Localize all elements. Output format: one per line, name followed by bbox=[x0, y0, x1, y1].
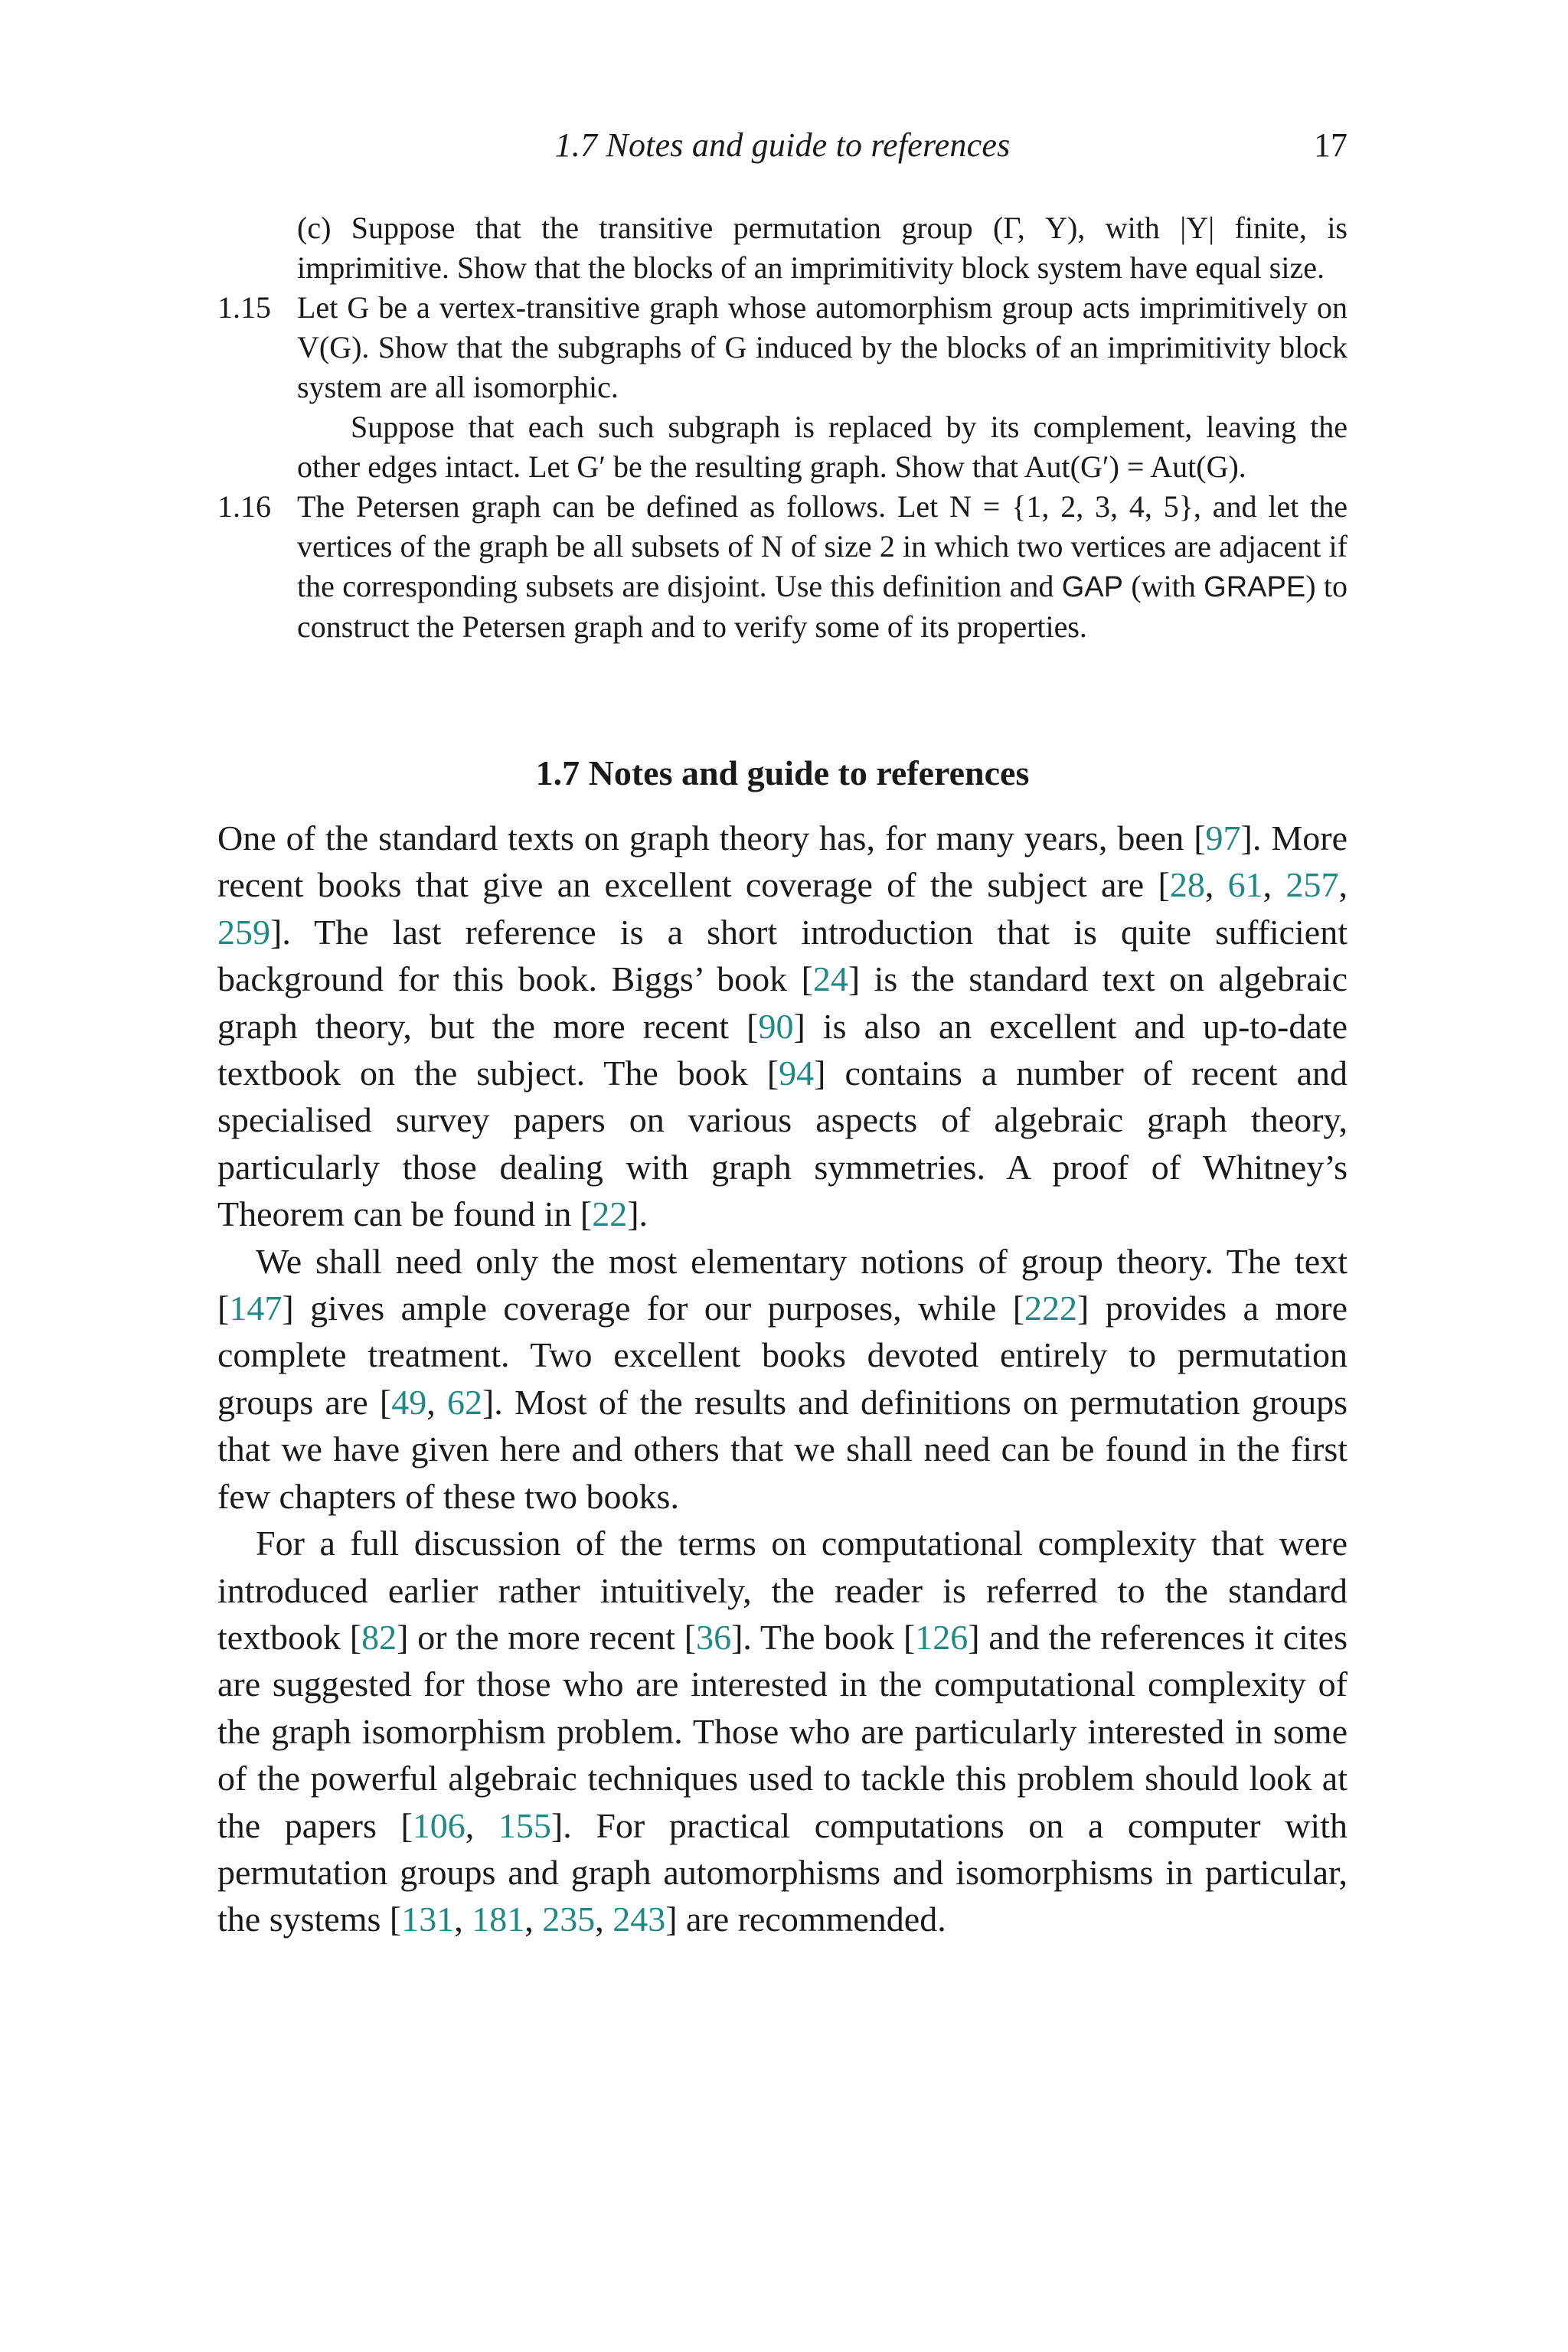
exercise-text: (with bbox=[1131, 569, 1196, 603]
citation-link[interactable]: 181 bbox=[472, 1900, 525, 1939]
exercise-part-c bbox=[217, 208, 1348, 288]
citation-link[interactable]: 94 bbox=[779, 1054, 815, 1093]
running-header bbox=[217, 122, 1348, 168]
body-paragraph bbox=[217, 1238, 1348, 1520]
citation-link[interactable]: 28 bbox=[1169, 865, 1205, 905]
body-text-run: ]. More recent books that give an excellent coverage of the subject are [ bbox=[217, 818, 1348, 905]
exercise-number: 1.16 bbox=[217, 489, 271, 524]
body-text-run: ] provides a more complete treatment. Two excellent books devoted entirely to permutation groups are [ bbox=[217, 1289, 1348, 1422]
body-text-run: For a full discussion of the terms on computational complexity that were introduced earlier rather intuitively, the reader is referred to the standard textbook [ bbox=[217, 1524, 1348, 1657]
citation-link[interactable]: 222 bbox=[1024, 1289, 1078, 1328]
citation-link[interactable]: 235 bbox=[542, 1900, 596, 1939]
exercise-paragraph bbox=[297, 487, 1348, 647]
citation-link[interactable]: 90 bbox=[758, 1006, 794, 1046]
exercise-text: The Petersen graph can be defined as follows. Let N = {1, 2, 3, 4, 5}, and let the vertices of the graph be all subsets of N of size 2 in which two vertices are adjacent if the corresponding subsets are disjoint. Use this definition and bbox=[297, 489, 1348, 603]
citation-link[interactable]: 126 bbox=[915, 1617, 969, 1657]
body-text-run: ] gives ample coverage for our purposes, while [ bbox=[282, 1289, 1025, 1328]
body-text-run: , bbox=[524, 1900, 543, 1939]
citation-link[interactable]: 97 bbox=[1205, 818, 1241, 858]
citation-link[interactable]: 82 bbox=[361, 1617, 397, 1657]
body-text-run: , bbox=[426, 1382, 447, 1422]
exercise-part-c-text: (c) Suppose that the transitive permutation group (Γ, Y), with |Y| finite, is imprimitive. Show that the blocks of an imprimitivity block system have equal size. bbox=[297, 211, 1348, 285]
exercise-text: ) to construct the Petersen graph and to verify some of its properties. bbox=[297, 569, 1348, 644]
body-text-run: ] are recommended. bbox=[665, 1900, 946, 1939]
page-number: 17 bbox=[1314, 126, 1348, 164]
exercise-paragraph: Suppose that each such subgraph is replaced by its complement, leaving the other edges intact. Let G′ be the resulting graph. Show that Aut(G′) = Aut(G). bbox=[297, 410, 1348, 484]
body-text-run: One of the standard texts on graph theory has, for many years, been [ bbox=[217, 818, 1206, 858]
body-text-run: ] contains a number of recent and specialised survey papers on various aspects of algebraic graph theory, particularly those dealing with graph symmetries. A proof of Whitney’s Theorem can be found in [ bbox=[217, 1054, 1348, 1234]
citation-link[interactable]: 106 bbox=[412, 1805, 466, 1845]
body-text-run: , bbox=[1263, 865, 1286, 905]
body-text-run: ]. bbox=[627, 1194, 648, 1234]
body-text-run: , bbox=[465, 1805, 498, 1845]
citation-link[interactable]: 259 bbox=[217, 912, 270, 952]
citation-link[interactable]: 147 bbox=[229, 1289, 283, 1328]
body-text-run: ]. Most of the results and definitions on permutation groups that we have given here and others that we shall need can be found in the first few chapters of these two books. bbox=[217, 1382, 1348, 1516]
body-text-run: , bbox=[595, 1900, 613, 1939]
citation-link[interactable]: 61 bbox=[1227, 865, 1263, 905]
citation-link[interactable]: 155 bbox=[498, 1805, 551, 1845]
body-text-run: ]. The last reference is a short introduction that is quite sufficient background for this book. Biggs’ book [ bbox=[217, 912, 1348, 999]
exercise-paragraph: Let G be a vertex-transitive graph whose automorphism group acts imprimitively on V(G). Show that the subgraphs of G induced by the blocks of an imprimitivity block system are all isomorphic. bbox=[297, 290, 1348, 404]
exercise-list bbox=[217, 208, 1348, 647]
citation-link[interactable]: 36 bbox=[696, 1617, 732, 1657]
citation-link[interactable]: 49 bbox=[391, 1382, 427, 1422]
body-paragraph bbox=[217, 1520, 1348, 1943]
body-text-run: , bbox=[454, 1900, 472, 1939]
section-heading: 1.7 Notes and guide to references bbox=[535, 753, 1030, 792]
citation-link[interactable]: 131 bbox=[401, 1900, 455, 1939]
citation-link[interactable]: 62 bbox=[446, 1382, 482, 1422]
body-text-run: , bbox=[1204, 865, 1228, 905]
body-text-run: ] is also an excellent and up-to-date textbook on the subject. The book [ bbox=[217, 1006, 1348, 1093]
body-text-run: ] or the more recent [ bbox=[397, 1617, 697, 1657]
body-paragraph bbox=[217, 815, 1348, 1238]
citation-link[interactable]: 243 bbox=[612, 1900, 666, 1939]
running-title: 1.7 Notes and guide to references bbox=[554, 126, 1011, 164]
exercise-1-15 bbox=[217, 288, 1348, 487]
citation-link[interactable]: 24 bbox=[812, 959, 848, 999]
body-text-run: We shall need only the most elementary notions of group theory. The text [ bbox=[217, 1241, 1348, 1328]
body-text-run: ]. The book [ bbox=[731, 1617, 916, 1657]
section-body bbox=[217, 815, 1348, 1943]
software-name-grape: GRAPE bbox=[1204, 571, 1306, 603]
software-name-gap: GAP bbox=[1061, 571, 1123, 603]
exercise-1-16 bbox=[217, 487, 1348, 647]
citation-link[interactable]: 22 bbox=[592, 1194, 628, 1234]
body-text-run: ] is the standard text on algebraic graph theory, but the more recent [ bbox=[217, 959, 1348, 1046]
exercise-number: 1.15 bbox=[217, 290, 271, 325]
body-text-run: ] and the references it cites are suggested for those who are interested in the computational complexity of the graph isomorphism problem. Those who are particularly interested in some of the powerful algebraic techniques used to tackle this problem should look at the papers [ bbox=[217, 1617, 1348, 1845]
body-text-run: , bbox=[1338, 865, 1348, 905]
citation-link[interactable]: 257 bbox=[1285, 865, 1339, 905]
body-text-run: ]. For practical computations on a computer with permutation groups and graph automorphisms and isomorphisms in particular, the systems [ bbox=[217, 1805, 1348, 1939]
